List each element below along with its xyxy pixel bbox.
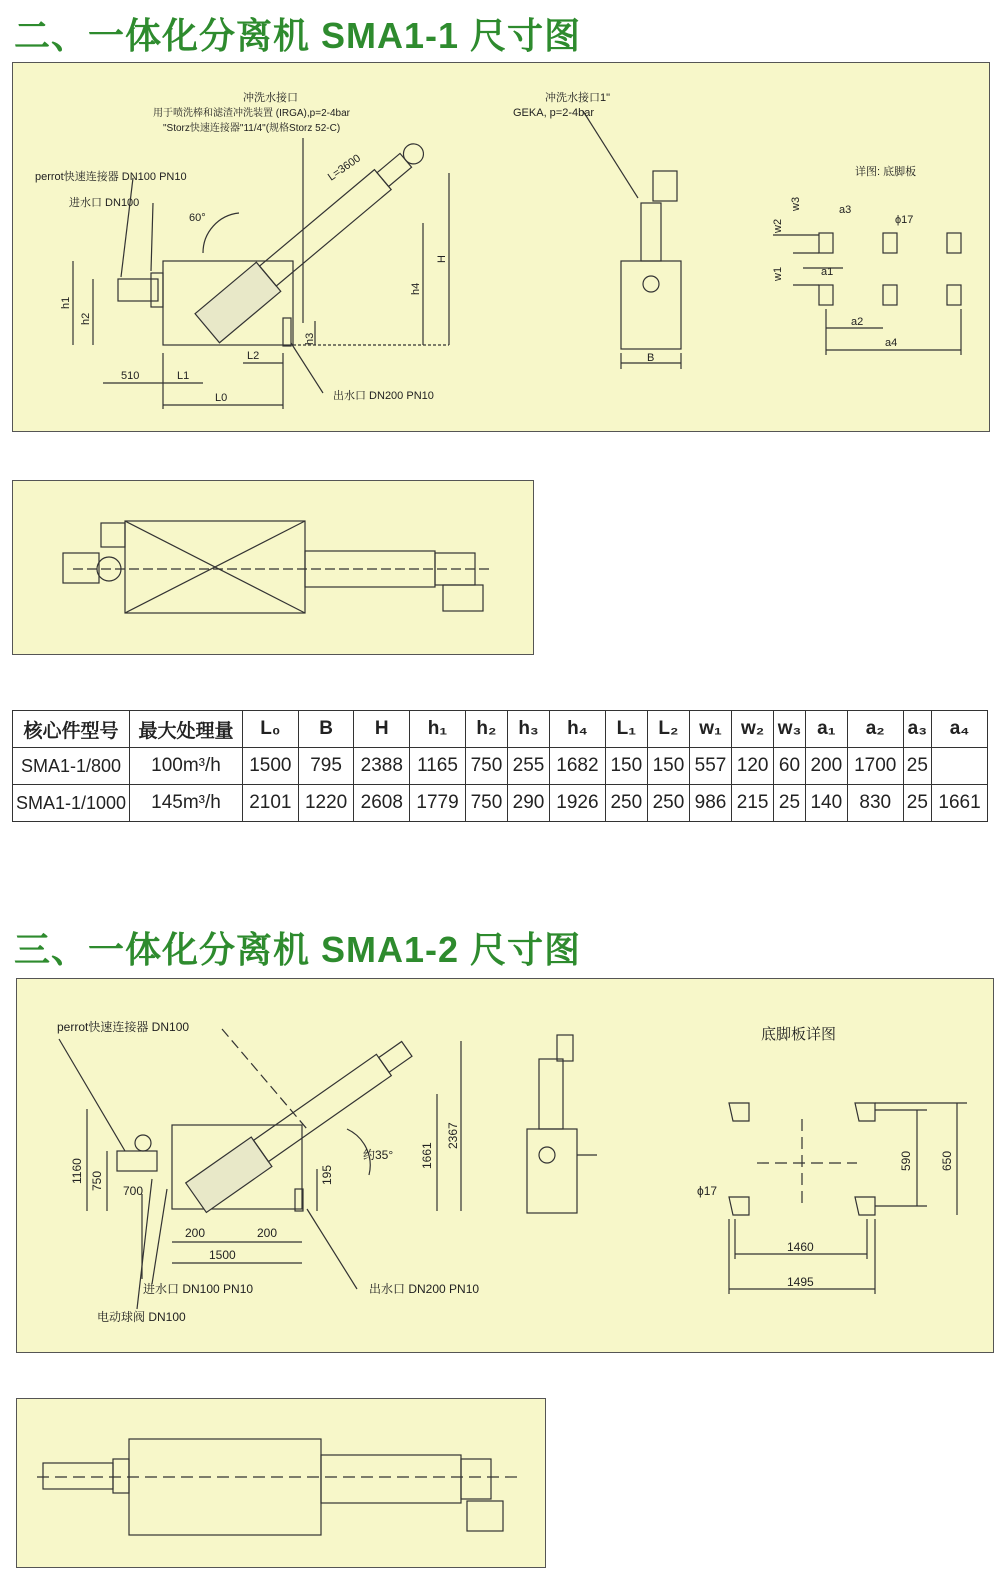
table-cell: 2101 [243, 785, 299, 822]
table-header-row [13, 711, 988, 748]
header-cell: h₄ [550, 711, 606, 748]
table-cell: 60 [774, 748, 806, 785]
dim-1495-label: 1495 [787, 1275, 814, 1289]
header-cell: w₃ [774, 711, 806, 748]
dim-650-label: 650 [940, 1150, 954, 1171]
foot-detail-title: 底脚板详图 [761, 1026, 837, 1043]
table-cell: 120 [732, 748, 774, 785]
outlet-flange [283, 318, 291, 346]
dim-200a-label: 200 [185, 1226, 206, 1240]
table-cell: 795 [298, 748, 354, 785]
table-cell: 1779 [410, 785, 466, 822]
rinse-port-desc2: "Storz快速连接器"11/4"(规格Storz 52-C) [163, 123, 341, 134]
dim-195-label: 195 [320, 1164, 334, 1185]
angle-label: 约35° [363, 1148, 394, 1162]
table-cell: 100m³/h [130, 748, 243, 785]
angle-label: 60° [189, 212, 206, 224]
table-cell: 145m³/h [130, 785, 243, 822]
rinse-port1-label: 冲洗水接口1" [545, 92, 611, 104]
valve-label: 电动球阀 DN100 [97, 1310, 186, 1324]
dim-750-label: 750 [90, 1170, 104, 1191]
dim-1460-label: 1460 [787, 1240, 814, 1254]
header-cell: 核心件型号 [13, 711, 130, 748]
table-cell: 557 [689, 748, 731, 785]
dim-510-label: 510 [121, 370, 140, 382]
table-cell: 830 [847, 785, 903, 822]
table-cell: 250 [647, 785, 689, 822]
table-cell: 25 [903, 748, 932, 785]
inlet-label: 进水口 DN100 [69, 197, 140, 209]
header-cell: a₂ [847, 711, 903, 748]
rinse-port-label: 冲洗水接口 [243, 92, 298, 104]
perrot-connector-label: perrot快速连接器 DN100 PN10 [35, 171, 187, 183]
header-cell: h₂ [465, 711, 507, 748]
table-cell: 986 [689, 785, 731, 822]
front-view [583, 111, 681, 369]
header-cell: H [354, 711, 410, 748]
foot-plate-detail [729, 1103, 967, 1294]
w3-label: w3 [790, 196, 802, 211]
front-view [527, 1035, 597, 1213]
outlet-label: 出水口 DN200 PN10 [369, 1282, 480, 1296]
section2-title: 三、一体化分离机 SMA1-2 尺寸图 [14, 929, 582, 970]
inlet-label: 进水口 DN100 PN10 [143, 1282, 254, 1296]
phi17-label: ϕ17 [895, 214, 914, 226]
dim-1500-label: 1500 [209, 1248, 236, 1262]
table-cell: 290 [507, 785, 549, 822]
table-cell: 1220 [298, 785, 354, 822]
sma1-1-top-view-svg [13, 481, 535, 656]
table-cell: 1661 [932, 785, 988, 822]
inlet-pipe [117, 1151, 157, 1171]
a1-label: a1 [821, 266, 834, 278]
header-cell: a₄ [932, 711, 988, 748]
table-cell: 750 [465, 785, 507, 822]
w1-label: w1 [772, 266, 784, 281]
header-cell: a₁ [805, 711, 847, 748]
geka-label: GEKA, p=2-4bar [513, 107, 595, 119]
screw-conveyor [195, 134, 434, 343]
rinse-port-desc1: 用于喷洗棒和滤渣冲洗装置 (IRGA),p=2-4bar [153, 108, 350, 119]
dim-200b-label: 200 [257, 1226, 278, 1240]
table-cell: 2388 [354, 748, 410, 785]
perrot-connector-label: perrot快速连接器 DN100 [57, 1020, 190, 1034]
table-cell: 150 [605, 748, 647, 785]
header-cell: B [298, 711, 354, 748]
L2-label: L2 [247, 350, 260, 362]
sma1-2-top-view [16, 1398, 546, 1568]
dim-2367-label: 2367 [446, 1122, 460, 1149]
table-cell: 215 [732, 785, 774, 822]
H-label: H [436, 255, 448, 263]
outlet-label: 出水口 DN200 PN10 [333, 390, 434, 402]
sma1-2-top-view-svg [17, 1399, 547, 1569]
header-cell: w₂ [732, 711, 774, 748]
foot-detail-title: 详图: 底脚板 [855, 166, 917, 178]
table-cell: 255 [507, 748, 549, 785]
sma1-2-dimension-drawing [16, 978, 994, 1353]
header-cell: L₀ [243, 711, 299, 748]
spec-table [12, 710, 988, 822]
h2-label: h2 [80, 312, 92, 325]
table-cell: SMA1-1/800 [13, 748, 130, 785]
table-cell: SMA1-1/1000 [13, 785, 130, 822]
h3-label: h3 [304, 332, 316, 345]
dim-590-label: 590 [899, 1150, 913, 1171]
section1-title: 二、一体化分离机 SMA1-1 尺寸图 [14, 15, 582, 56]
table-cell: 25 [774, 785, 806, 822]
table-cell: 1682 [550, 748, 606, 785]
ball-valve [135, 1135, 151, 1151]
header-cell: h₃ [507, 711, 549, 748]
B-label: B [647, 352, 655, 364]
table-cell: 140 [805, 785, 847, 822]
L1-label: L1 [177, 370, 190, 382]
header-cell: w₁ [689, 711, 731, 748]
a3-label: a3 [839, 204, 852, 216]
table-row [13, 748, 988, 785]
a4-label: a4 [885, 337, 898, 349]
sma1-1-top-view [12, 480, 534, 655]
L0-label: L0 [215, 392, 228, 404]
table-cell: 1165 [410, 748, 466, 785]
table-cell: 250 [605, 785, 647, 822]
header-cell: a₃ [903, 711, 932, 748]
w2-label: w2 [772, 218, 784, 233]
a2-label: a2 [851, 316, 864, 328]
sma1-1-dimension-drawing [12, 62, 990, 432]
dim-1661-label: 1661 [420, 1142, 434, 1169]
sma1-2-drawing-svg [17, 979, 995, 1354]
header-cell: 最大处理量 [130, 711, 243, 748]
table-cell: 1700 [847, 748, 903, 785]
dim-1160-label: 1160 [70, 1158, 84, 1184]
sma1-1-drawing-svg [13, 63, 991, 433]
h1-label: h1 [60, 296, 72, 309]
table-cell [932, 748, 988, 785]
table-cell: 25 [903, 785, 932, 822]
table-cell: 1500 [243, 748, 299, 785]
inlet-flange [151, 273, 163, 307]
table-row [13, 785, 988, 822]
table-cell: 1926 [550, 785, 606, 822]
dim-700-label: 700 [123, 1184, 144, 1198]
table-cell: 200 [805, 748, 847, 785]
table-cell: 150 [647, 748, 689, 785]
table-cell: 750 [465, 748, 507, 785]
foot-plate-detail [773, 233, 961, 355]
h4-label: h4 [410, 282, 422, 295]
angle-arc [203, 213, 239, 253]
inlet-pipe [118, 279, 158, 301]
phi17-label: ϕ17 [697, 1184, 718, 1198]
header-cell: h₁ [410, 711, 466, 748]
table-cell: 2608 [354, 785, 410, 822]
screw-length-label: L=3600 [325, 152, 364, 184]
header-cell: L₂ [647, 711, 689, 748]
header-cell: L₁ [605, 711, 647, 748]
